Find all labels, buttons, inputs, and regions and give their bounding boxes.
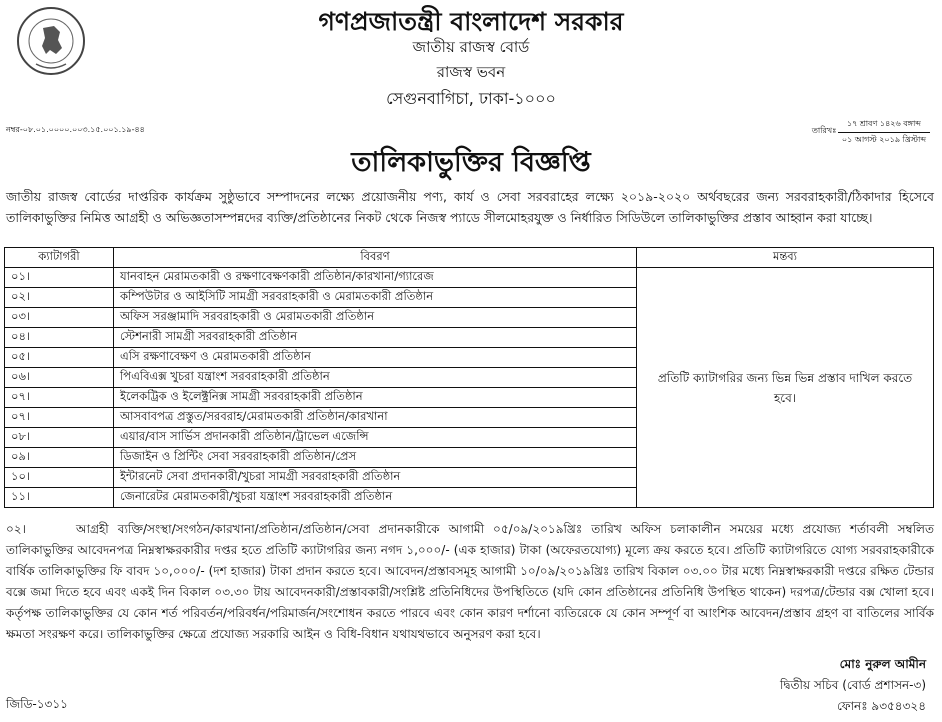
intro-paragraph: জাতীয় রাজস্ব বোর্ডের দাপ্তরিক কার্যক্রম সুষ্ঠুভাবে সম্পাদনের লক্ষ্যে প্রয়োজনীয় পণ্য, কার্য ও সেবা সরবরাহের লক্ষ্যে ২০১৯-২০২০ অর্থবছরের জন্য সরবরাহকারী/ঠিকাদার হিসেবে তালিকাভুক্তির নিমিত্ত আগ্রহী ও অভিজ্ঞতাসম্পন্নদের ব্যক্তি/প্রতিষ্ঠানের নিকট থেকে নিজস্ব প্যাডে সীলমোহরযুক্ত ও নির্ধারিত সিডিউলে তালিকাভুক্তির প্রস্তাব আহ্বান করা যাচ্ছে।: [6, 189, 934, 225]
date-bangla: ১৭ শ্রাবণ ১৪২৬ বঙ্গাব্দ: [838, 118, 930, 133]
office-name: জাতীয় রাজস্ব বোর্ড: [412, 38, 530, 56]
condition-number: ০২।: [6, 522, 26, 536]
description-cell: আসবাবপত্র প্রস্তুত/সরবরাহ/মেরামতকারী প্রতিষ্ঠান/কারখানা: [114, 408, 637, 428]
category-cell: ০১।: [5, 268, 114, 288]
header-description: বিবরণ: [114, 248, 637, 268]
remark-cell: প্রতিটি ক্যাটাগরির জন্য ভিন্ন ভিন্ন প্রস্তাব দাখিল করতে হবে।: [637, 268, 934, 508]
signature-block: [780, 654, 926, 717]
signatory-name: মোঃ নুরুল আমীন: [839, 657, 926, 671]
header-category: ক্যাটাগরী: [5, 248, 114, 268]
date-label: তারিখঃ: [811, 126, 837, 135]
description-cell: জেনারেটর মেরামতকারী/খুচরা যন্ত্রাংশ সরবরাহকারী প্রতিষ্ঠান: [114, 488, 637, 508]
memo-number: নম্বর-০৮.০১.০০০০.০০৩.১৫.০০১.১৯-৪৪: [6, 125, 145, 134]
category-cell: ০৯।: [5, 448, 114, 468]
category-cell: ০৫।: [5, 348, 114, 368]
description-cell: ইলেকট্রিক ও ইলেক্ট্রনিক্স সামগ্রী সরবরাহকারী প্রতিষ্ঠান: [114, 388, 637, 408]
category-cell: ০৭।: [5, 408, 114, 428]
category-cell: ০৩।: [5, 308, 114, 328]
description-cell: কম্পিউটার ও আইসিটি সামগ্রী সরবরাহকারী ও মেরামতকারী প্রতিষ্ঠান: [114, 288, 637, 308]
table-row: [5, 268, 934, 288]
category-cell: ০৭।: [5, 388, 114, 408]
description-cell: ইন্টারনেট সেবা প্রদানকারী/খুচরা সামগ্রী সরবরাহকারী প্রতিষ্ঠান: [114, 468, 637, 488]
condition-text: আগ্রহী ব্যক্তি/সংস্থা/সংগঠন/কারখানা/প্রতিষ্ঠান/প্রতিষ্ঠান/সেবা প্রদানকারীকে আগামী ০৫/০৯/২০১৯খ্রিঃ তারিখ অফিস চলাকালীন সময়ের মধ্যে প্রযোজ্য শর্তাবলী সম্বলিত তালিকাভুক্তির আবেদনপত্র নিম্নস্বাক্ষরকারীর দপ্তর হতে প্রতিটি ক্যাটাগরির জন্য নগদ ১,০০০/- (এক হাজার) টাকা (অফেরতযোগ্য) মূল্যে ক্রয় করতে হবে। প্রতিটি ক্যাটাগরিতে যোগ্য সরবরাহকারীকে বার্ষিক তালিকাভুক্তির ফি বাবদ ১০,০০০/- (দশ হাজার) টাকা প্রদান করতে হবে। আবেদন/প্রস্তাবসমূহ আগামী ১০/০৯/২০১৯খ্রিঃ তারিখ বিকাল ০৩.০০ টার মধ্যে নিম্নস্বাক্ষরকারী দপ্তরে রক্ষিত টেন্ডার বক্সে জমা দিতে হবে এবং একই দিন বিকাল ০৩.৩০ টায় আবেদনকারী/প্রস্তাবকারী/সংশ্লিষ্ট প্রতিনিধিদের উপস্থিতিতে (যদি কোন প্রতিষ্ঠানের প্রতিনিধি উপস্থিত থাকেন) দরপত্র/টেন্ডার বক্স খোলা হবে। কর্তৃপক্ষ তালিকাভুক্তির যে কোন শর্ত পরিবর্তন/পরিবর্ধন/পরিমার্জন/সংশোধন করতে পারবে এবং কোন কারণ দর্শানো ব্যতিরেকে যে কোন সম্পূর্ণ বা আংশিক আবেদন/প্রস্তাব গ্রহণ বা বাতিলের সার্বিক ক্ষমতা সংরক্ষণ করে। তালিকাভুক্তির ক্ষেত্রে প্রযোজ্য সরকারি আইন ও বিধি-বিধান যথাযথভাবে অনুসরণ করা হবে।: [6, 522, 934, 641]
description-cell: স্টেশনারী সামগ্রী সরবরাহকারী প্রতিষ্ঠান: [114, 328, 637, 348]
header-remark: মন্তব্য: [637, 248, 934, 268]
government-name: গণপ্রজাতন্ত্রী বাংলাদেশ সরকার: [318, 7, 624, 36]
description-cell: এসি রক্ষণাবেক্ষণ ও মেরামতকারী প্রতিষ্ঠান: [114, 348, 637, 368]
office-address: সেগুনবাগিচা, ঢাকা-১০০০: [386, 89, 556, 108]
signatory-phone: ফোনঃ ৯৩৫৪৩২৪: [836, 699, 926, 713]
table-header-row: [5, 248, 934, 268]
category-cell: ০৪।: [5, 328, 114, 348]
category-table: [4, 247, 934, 508]
category-cell: ১১।: [5, 488, 114, 508]
category-cell: ০২।: [5, 288, 114, 308]
description-cell: ডিজাইন ও প্রিন্টিং সেবা সরবরাহকারী প্রতিষ্ঠান/প্রেস: [114, 448, 637, 468]
signatory-designation: দ্বিতীয় সচিব (বোর্ড প্রশাসন-৩): [779, 678, 926, 692]
date-english: ০১ আগস্ট ২০১৯ খ্রিস্টাব্দ: [841, 135, 926, 144]
description-cell: পিএবিএক্স খুচরা যন্ত্রাংশ সরবরাহকারী প্রতিষ্ঠান: [114, 368, 637, 388]
building-name: রাজস্ব ভবন: [436, 63, 506, 81]
category-cell: ০৮।: [5, 428, 114, 448]
category-cell: ১০।: [5, 468, 114, 488]
description-cell: এয়ার/বাস সার্ভিস প্রদানকারী প্রতিষ্ঠান/ট্রাভেল এজেন্সি: [114, 428, 637, 448]
category-cell: ০৬।: [5, 368, 114, 388]
description-cell: অফিস সরঞ্জামাদি সরবরাহকারী ও মেরামতকারী প্রতিষ্ঠান: [114, 308, 637, 328]
conditions-paragraph: [6, 519, 934, 645]
gd-number: জিডি-১৩১১: [6, 697, 68, 711]
description-cell: যানবাহন মেরামতকারী ও রক্ষণাবেক্ষণকারী প্রতিষ্ঠান/কারখানা/গ্যারেজ: [114, 268, 637, 288]
notice-title: তালিকাভুক্তির বিজ্ঞপ্তি: [351, 147, 591, 178]
